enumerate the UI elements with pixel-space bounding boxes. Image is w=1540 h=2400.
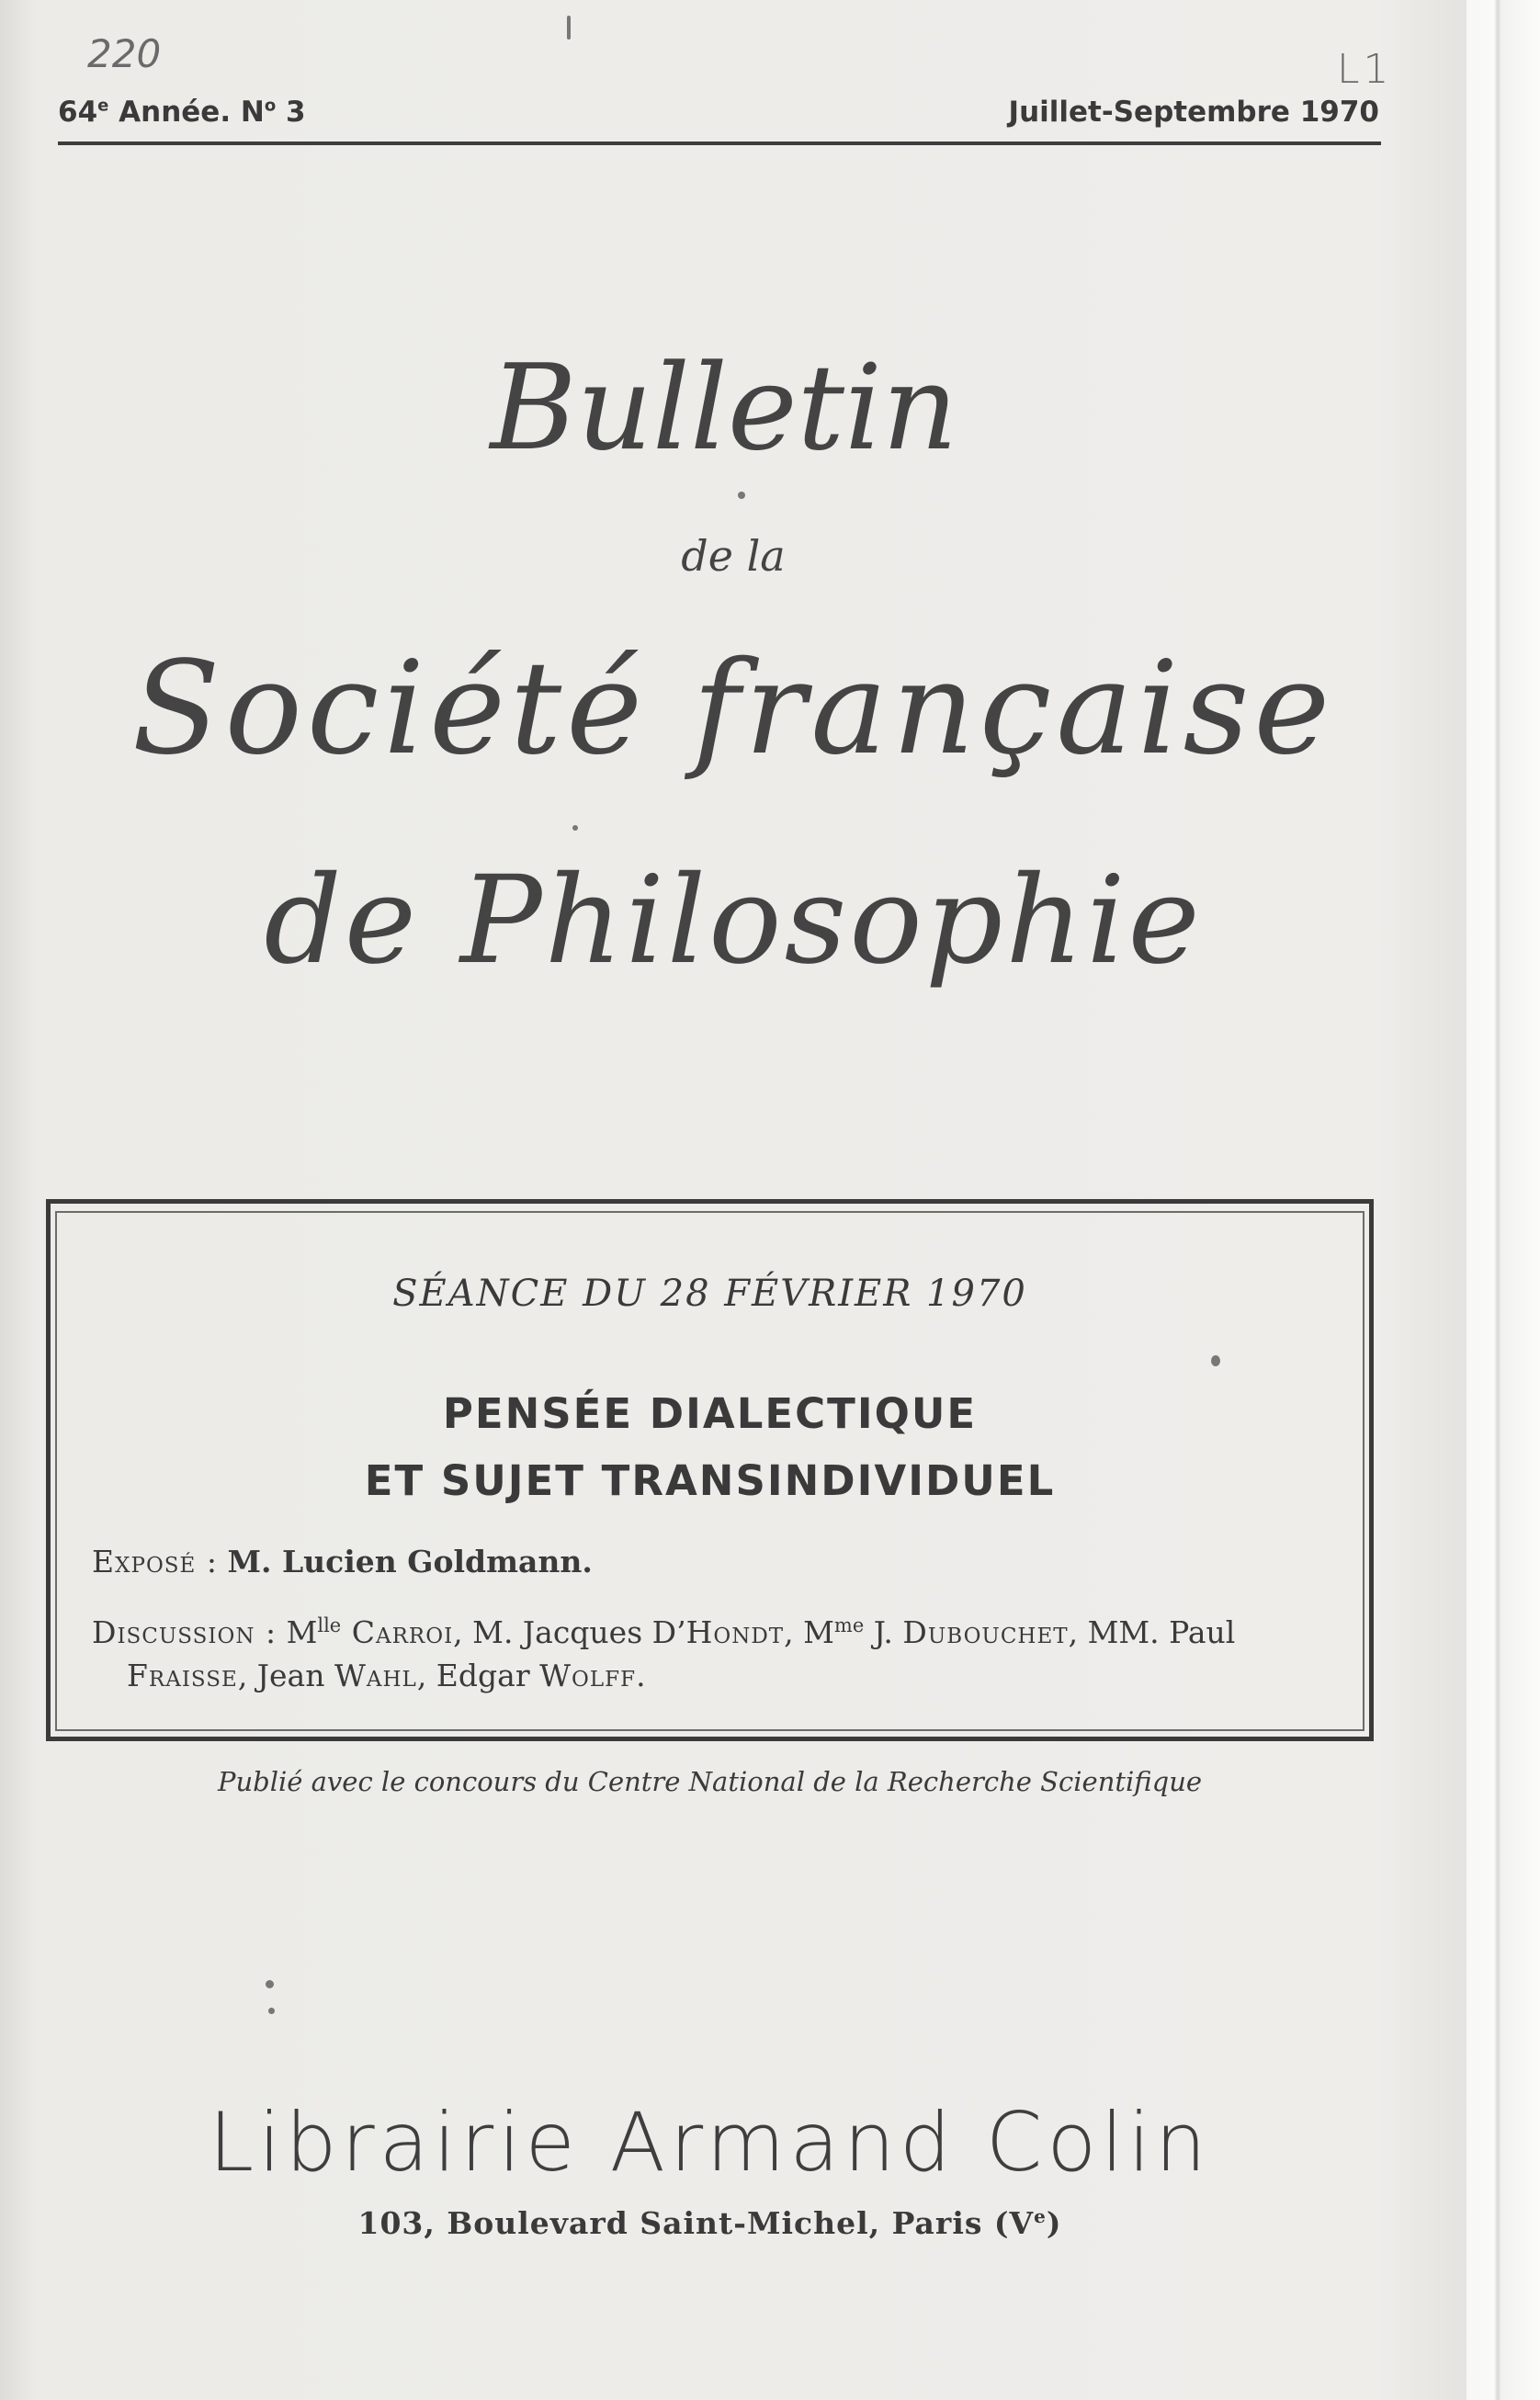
title-de-la: de la [681, 531, 786, 581]
print-speck [1211, 1355, 1220, 1366]
discussion-line-1: Discussion : $M^{lle}$ Carroi, M. Jacques D’Hondt, $M^{me}$ J. Dubouchet, MM. Paul [92, 1614, 1236, 1650]
publisher-address: 103, Boulevard Saint-Michel, Paris (Ve) [357, 2205, 1062, 2241]
title-philosophie: de Philosophie [264, 850, 1203, 991]
page-edge [1466, 0, 1540, 2400]
publisher-name: Librairie Armand Colin [209, 2095, 1211, 2190]
print-speck [572, 825, 578, 831]
handwritten-note-right: L1 [1337, 46, 1393, 93]
discussion-line-2: Fraisse, Jean Wahl, Edgar Wolff. [127, 1658, 646, 1693]
handwritten-note-left: 220 [87, 31, 162, 76]
print-speck [567, 16, 571, 40]
title-bulletin: Bulletin [490, 340, 958, 477]
title-societe: Société française [131, 634, 1335, 784]
topic-line-2: ET SUJET TRANSINDIVIDUEL [364, 1456, 1056, 1505]
print-speck [738, 492, 745, 499]
expose-label: Exposé : [92, 1544, 218, 1579]
topic-line-1: PENSÉE DIALECTIQUE [442, 1389, 978, 1438]
expose-line [92, 1544, 593, 1579]
cnrs-credit: Publié avec le concours du Centre National de la Recherche Scientifique [217, 1766, 1203, 1797]
period-label: Juillet-Septembre 1970 [1008, 96, 1379, 129]
header-rule [58, 142, 1381, 145]
print-speck [266, 1980, 274, 1988]
issue-label: 64e Année. $N^o$ 3 [58, 96, 306, 129]
session-date: SÉANCE DU 28 FÉVRIER 1970 [392, 1273, 1027, 1315]
print-speck [268, 2008, 275, 2014]
expose-speaker: M. Lucien Goldmann. [227, 1544, 593, 1579]
